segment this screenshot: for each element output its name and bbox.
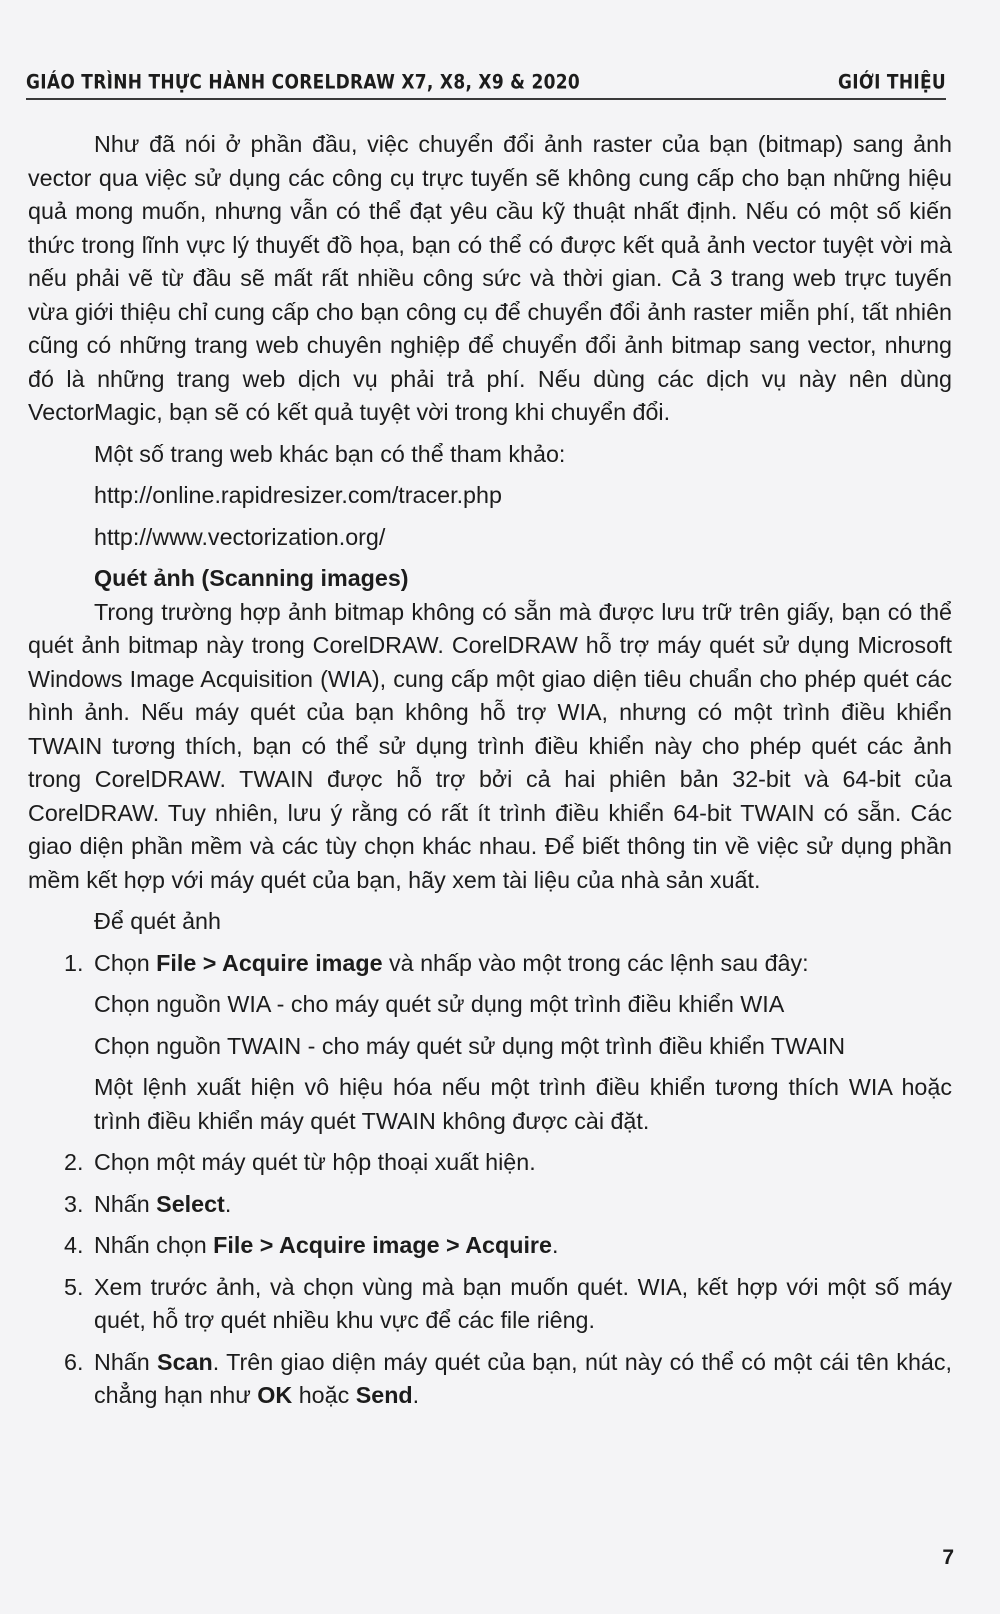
page-body [28, 128, 952, 1413]
step-4: 4. Nhấn chọn File > Acquire image > Acquire. [28, 1229, 952, 1263]
step-number: 6. [64, 1348, 84, 1375]
step-5: 5. Xem trước ảnh, và chọn vùng mà bạn muốn quét. WIA, kết hợp với một số máy quét, hỗ trợ quét nhiều khu vực để các file riêng. [28, 1271, 952, 1338]
intro-paragraph: Như đã nói ở phần đầu, việc chuyển đổi ảnh raster của bạn (bitmap) sang ảnh vector qua việc sử dụng các công cụ trực tuyến sẽ không cung cấp cho bạn những hiệu quả mong muốn, nhưng vẫn có thể đạt yêu cầu kỹ thuật nhất định. Nếu có một số kiến thức trong lĩnh vực lý thuyết đồ họa, bạn có thể có được kết quả ảnh vector tuyệt vời mà nếu phải vẽ từ đầu sẽ mất rất nhiều công sức và thời gian. Cả 3 trang web trực tuyến vừa giới thiệu chỉ cung cấp cho bạn công cụ để chuyển đổi ảnh raster miễn phí, tất nhiên cũng có những trang web chuyên nghiệp để chuyển đổi ảnh bitmap sang vector, nhưng đó là những trang web dịch vụ phải trả phí. Nếu dùng các dịch vụ này nên dùng VectorMagic, bạn sẽ có kết quả tuyệt vời trong khi chuyển đổi. [28, 131, 952, 425]
header-chapter-title: GIỚI THIỆU [838, 71, 946, 94]
section-heading: Quét ảnh (Scanning images) [94, 565, 409, 591]
step-1-option-twain: Chọn nguồn TWAIN - cho máy quét sử dụng một trình điều khiển TWAIN [94, 1032, 846, 1059]
other-sites-label: Một số trang web khác bạn có thể tham khảo: [94, 440, 566, 467]
step-number: 3. [64, 1190, 84, 1217]
header-book-title: GIÁO TRÌNH THỰC HÀNH CORELDRAW X7, X8, X9 & 2020 [26, 71, 581, 94]
steps-intro: Để quét ảnh [94, 908, 221, 934]
link-rapidresizer[interactable]: http://online.rapidresizer.com/tracer.php [94, 482, 502, 508]
step-number: 1. [64, 949, 84, 976]
scan-paragraph: Trong trường hợp ảnh bitmap không có sẵn mà được lưu trữ trên giấy, bạn có thể quét ảnh bitmap này trong CorelDRAW. CorelDRAW hỗ trợ máy quét sử dụng Microsoft Windows Image Acquisition (WIA), cung cấp một giao diện tiêu chuẩn cho phép quét các hình ảnh. Nếu máy quét của bạn không hỗ trợ WIA, nhưng có một trình điều khiển TWAIN tương thích, bạn có thể sử dụng trình điều khiển này cho phép quét các ảnh trong CorelDRAW. TWAIN được hỗ trợ bởi cả hai phiên bản 32-bit và 64-bit của CorelDRAW. Tuy nhiên, lưu ý rằng có rất ít trình điều khiển 64-bit TWAIN có sẵn. Các giao diện phần mềm và các tùy chọn khác nhau. Để biết thông tin về việc sử dụng phần mềm kết hợp với máy quét của bạn, hãy xem tài liệu của nhà sản xuất. [28, 598, 952, 893]
step-number: 5. [64, 1273, 84, 1300]
step-number: 4. [64, 1232, 84, 1258]
step-2: 2. Chọn một máy quét từ hộp thoại xuất hiện. [28, 1146, 952, 1180]
step-1: 1. Chọn File > Acquire image và nhấp vào một trong các lệnh sau đây: [28, 947, 952, 981]
link-vectorization[interactable]: http://www.vectorization.org/ [94, 523, 386, 550]
step-1-note: Một lệnh xuất hiện vô hiệu hóa nếu một trình điều khiển tương thích WIA hoặc trình điều khiển máy quét TWAIN không được cài đặt. [94, 1074, 952, 1134]
running-header [26, 64, 946, 100]
step-3: 3. Nhấn Select. [28, 1188, 952, 1222]
step-1-option-wia: Chọn nguồn WIA - cho máy quét sử dụng một trình điều khiển WIA [94, 991, 785, 1017]
step-number: 2. [64, 1149, 84, 1175]
step-6: 6. Nhấn Scan. Trên giao diện máy quét của bạn, nút này có thể có một cái tên khác, chẳng hạn như OK hoặc Send. [28, 1346, 952, 1413]
page-number: 7 [942, 1546, 954, 1569]
